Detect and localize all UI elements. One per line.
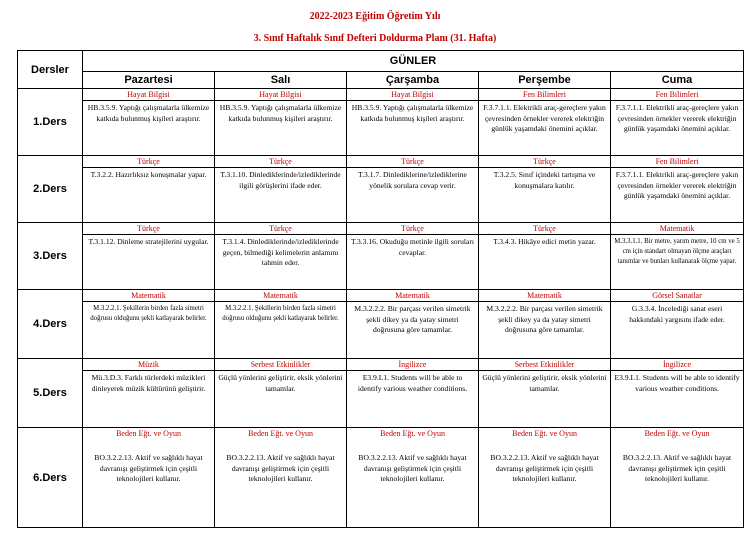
lessons-column-header: Dersler (18, 51, 83, 89)
lesson-cell-tuesday (215, 223, 347, 290)
learning-outcome-text: G.3.3.4. İncelediği sanat eseri hakkındaki yargısını ifade eder. (629, 304, 725, 324)
learning-outcome-text: M.3.3.1.1. Bir metre, yarım metre, 10 cm ve 5 cm için standart olmayan ölçme araçları tanımlar ve bunları kullanarak ölçme yapar. (614, 238, 740, 265)
day-header-monday: Pazartesi (83, 72, 215, 89)
subject-label: Serbest Etkinlikler (215, 359, 346, 371)
learning-outcome-text: M.3.2.2.1. Şekillerin birden fazla simetri doğrusu olduğunu şekli katlayarak belirler. (90, 305, 207, 322)
lesson-cell-friday (611, 156, 744, 223)
lesson-cell-friday (611, 428, 744, 528)
lesson-label: 6.Ders (18, 428, 83, 528)
weekly-plan-table (17, 50, 744, 528)
learning-outcome-text: F.3.7.1.1. Elektrikli araç-gereçlere yakın çevresinden örnekler vererek elektriğin günlük yaşamdaki önemini açıklar. (615, 103, 739, 134)
lesson-cell-wednesday (347, 156, 479, 223)
subject-label: Fen Bilimleri (611, 156, 743, 168)
learning-outcome-text: F.3.7.1.1. Elektrikli araç-gereçlere yakın çevresinden örnekler vererek elektriğin günlük yaşamdaki önemini açıklar. (483, 103, 606, 134)
learning-outcome-text: T.3.3.16. Okuduğu metinle ilgili soruları cevaplar. (350, 237, 475, 257)
learning-outcome-text: T.3.2.2. Hazırlıksız konuşmalar yapar. (90, 170, 207, 179)
lesson-cell-wednesday (347, 359, 479, 428)
lesson-row (18, 290, 744, 359)
learning-outcome-text: T.3.4.3. Hikâye edici metin yazar. (493, 237, 596, 246)
subject-label: Müzik (83, 359, 214, 371)
subject-label: Fen Bilimleri (479, 89, 610, 101)
subject-label: Matematik (215, 290, 346, 302)
subject-label: Fen Bilimleri (611, 89, 743, 101)
subject-label: Türkçe (215, 223, 346, 235)
subject-label: Hayat Bilgisi (83, 89, 214, 101)
learning-outcome-text: E3.9.L1. Students will be able to identify various weather conditions. (357, 373, 468, 393)
lesson-cell-monday (83, 428, 215, 528)
lesson-cell-wednesday (347, 223, 479, 290)
lesson-cell-monday (83, 359, 215, 428)
subject-label: Türkçe (479, 223, 610, 235)
subject-label: Matematik (83, 290, 214, 302)
lesson-cell-thursday (479, 428, 611, 528)
lesson-cell-tuesday (215, 89, 347, 156)
subject-label: Hayat Bilgisi (347, 89, 478, 101)
day-header-thursday: Perşembe (479, 72, 611, 89)
learning-outcome-text: Güçlü yönlerini geliştirir, eksik yönlerini tamamlar. (482, 373, 607, 393)
learning-outcome-text: BO.3.2.2.13. Aktif ve sağlıklı hayat davranışı geliştirmek için çeşitli teknolojileri kullanır. (226, 453, 335, 484)
lesson-row (18, 156, 744, 223)
day-header-wednesday: Çarşamba (347, 72, 479, 89)
lesson-label: 2.Ders (18, 156, 83, 223)
subject-label: İngilizce (611, 359, 743, 371)
learning-outcome-text: T.3.1.10. Dinlediklerinde/izlediklerinde ilgili görüşlerini ifade eder. (220, 170, 341, 190)
learning-outcome-text: HB.3.5.9. Yaptığı çalışmalarla ülkemize katkıda bulunmuş kişileri araştırır. (351, 103, 474, 123)
learning-outcome-text: M.3.2.2.1. Şekillerin birden fazla simetri doğrusu olduğunu şekli katlayarak belirler. (222, 305, 339, 322)
learning-outcome-text: M.3.2.2.2. Bir parçası verilen simetrik şekli dikey ya da yatay simetri doğrusuna göre tamamlar. (486, 304, 603, 335)
lesson-label: 1.Ders (18, 89, 83, 156)
lesson-cell-friday (611, 290, 744, 359)
lesson-label: 4.Ders (18, 290, 83, 359)
day-header-friday: Cuma (611, 72, 744, 89)
lesson-cell-thursday (479, 223, 611, 290)
subject-label: Beden Eğt. ve Oyun (644, 429, 710, 438)
day-header-tuesday: Salı (215, 72, 347, 89)
subject-label: Türkçe (83, 156, 214, 168)
lesson-cell-thursday (479, 359, 611, 428)
lesson-cell-tuesday (215, 156, 347, 223)
subject-label: Matematik (611, 223, 743, 235)
subject-label: İngilizce (347, 359, 478, 371)
lesson-cell-friday (611, 223, 744, 290)
subject-label: Serbest Etkinlikler (479, 359, 610, 371)
lesson-row (18, 89, 744, 156)
learning-outcome-text: Mü.3.D.3. Farklı türlerdeki müzikleri dinleyerek müzik kültürünü geliştirir. (91, 373, 206, 393)
lesson-cell-thursday (479, 290, 611, 359)
subject-label: Türkçe (215, 156, 346, 168)
subject-label: Matematik (347, 290, 478, 302)
subject-label: Hayat Bilgisi (215, 89, 346, 101)
lesson-cell-monday (83, 89, 215, 156)
plan-title: 3. Sınıf Haftalık Sınıf Defteri Doldurma Planı (31. Hafta) (253, 33, 497, 44)
lesson-cell-friday (611, 89, 744, 156)
lesson-cell-tuesday (215, 290, 347, 359)
lesson-cell-wednesday (347, 89, 479, 156)
subject-label: Beden Eğt. ve Oyun (116, 429, 181, 438)
learning-outcome-text: Güçlü yönlerini geliştirir, eksik yönlerini tamamlar. (218, 373, 343, 393)
lesson-rows (18, 89, 744, 528)
learning-outcome-text: HB.3.5.9. Yaptığı çalışmalarla ülkemize katkıda bulunmuş kişileri araştırır. (87, 103, 210, 123)
subject-label: Beden Eğt. ve Oyun (380, 429, 445, 438)
learning-outcome-text: HB.3.5.9. Yaptığı çalışmalarla ülkemize katkıda bulunmuş kişileri araştırır. (219, 103, 342, 123)
subject-label: Görsel Sanatlar (611, 290, 743, 302)
lesson-row (18, 359, 744, 428)
subject-label: Türkçe (347, 223, 478, 235)
learning-outcome-text: BO.3.2.2.13. Aktif ve sağlıklı hayat davranışı geliştirmek için çeşitli teknolojileri kullanır. (490, 453, 599, 484)
learning-outcome-text: T.3.1.7. Dinlediklerine/izlediklerine yönelik sorulara cevap verir. (358, 170, 467, 190)
learning-outcome-text: BO.3.2.2.13. Aktif ve sağlıklı hayat davranışı geliştirmek için çeşitli teknolojileri kullanır. (94, 453, 203, 484)
days-group-header: GÜNLER (83, 51, 744, 72)
subject-label: Türkçe (83, 223, 214, 235)
subject-label: Beden Eğt. ve Oyun (248, 429, 313, 438)
lesson-cell-wednesday (347, 290, 479, 359)
document-header (0, 8, 750, 48)
lesson-cell-tuesday (215, 428, 347, 528)
lesson-cell-thursday (479, 89, 611, 156)
school-year-title: 2022-2023 Eğitim Öğretim Yılı (309, 11, 441, 22)
learning-outcome-text: E3.9.L1. Students will be able to identify various weather conditions. (614, 373, 740, 393)
subject-label: Türkçe (347, 156, 478, 168)
lesson-cell-tuesday (215, 359, 347, 428)
lesson-label: 3.Ders (18, 223, 83, 290)
subject-label: Türkçe (479, 156, 610, 168)
learning-outcome-text: T.3.2.5. Sınıf içindeki tartışma ve konuşmalara katılır. (493, 170, 596, 190)
lesson-row (18, 428, 744, 528)
lesson-row (18, 223, 744, 290)
learning-outcome-text: F.3.7.1.1. Elektrikli araç-gereçlere yakın çevresinden örnekler vererek elektriğin günlük yaşamdaki önemini açıklar. (615, 170, 739, 201)
subject-label: Beden Eğt. ve Oyun (512, 429, 577, 438)
learning-outcome-text: T.3.1.12. Dinleme stratejilerini uygular. (88, 237, 209, 246)
lesson-cell-monday (83, 290, 215, 359)
learning-outcome-text: M.3.2.2.2. Bir parçası verilen simetrik şekli dikey ya da yatay simetri doğrusuna göre tamamlar. (354, 304, 471, 335)
learning-outcome-text: T.3.1.4. Dinlediklerinde/izlediklerinde geçen, bilmediği kelimelerin anlamını tahmin eder. (222, 237, 339, 268)
learning-outcome-text: BO.3.2.2.13. Aktif ve sağlıklı hayat davranışı geliştirmek için çeşitli teknolojileri kullanır. (622, 453, 732, 484)
learning-outcome-text: BO.3.2.2.13. Aktif ve sağlıklı hayat davranışı geliştirmek için çeşitli teknolojileri kullanır. (358, 453, 467, 484)
lesson-label: 5.Ders (18, 359, 83, 428)
lesson-cell-thursday (479, 156, 611, 223)
lesson-cell-friday (611, 359, 744, 428)
lesson-cell-monday (83, 223, 215, 290)
subject-label: Matematik (479, 290, 610, 302)
lesson-cell-wednesday (347, 428, 479, 528)
lesson-cell-monday (83, 156, 215, 223)
